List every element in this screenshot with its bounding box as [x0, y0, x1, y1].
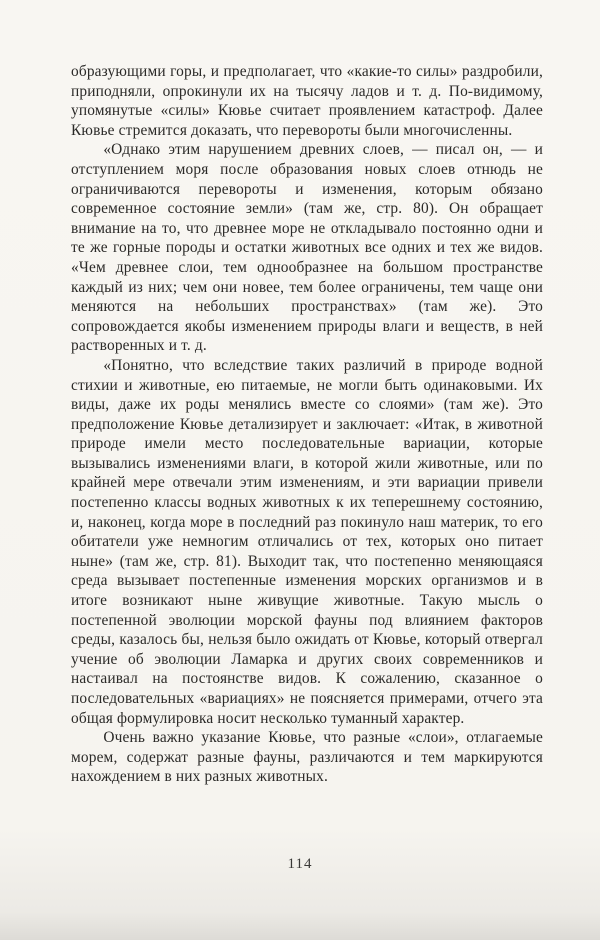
paragraph: «Понятно, что вследствие таких различий в природе водной стихии и животные, ею питаемые, не могли быть одинаковыми. Их виды, даже их роды менялись вместе со слоями» (там же). Это предположение Кювье детализирует и заключает: «Итак, в животной природе имели место последовательные вариации, которые вызывались изменениями влаги, в которой жили животные, или по крайней мере отвечали этим изменениям, и эти вариации привели постепенно классы водных животных к их теперешнему состоянию, и, наконец, когда море в последний раз покинуло наш материк, то его обитатели уже немногим отличались от тех, которых оно питает ныне» (там же, стр. 81). Выходит так, что постепенно меняющаяся среда вызывает постепенные изменения морских организмов и в итоге возникают ныне живущие животные. Такую мысль о постепенной эволюции морской фауны под влиянием факторов среды, казалось бы, нельзя было ожидать от Кювье, который отвергал учение об эволюции Ламарка и других своих современников и настаивал на постоянстве видов. К сожалению, сказанное о последовательных «вариациях» не поясняется примерами, отчего эта общая формулировка носит несколько туманный характер.: [71, 356, 543, 727]
page-number: 114: [287, 856, 313, 872]
paragraph-continuation: образующими горы, и предполагает, что «какие-то силы» раздробили, приподняли, опрокинули их на тысячу ладов и т. д. По-видимому, упомянутые «силы» Кювье считает проявлением катастроф. Далее Кювье стремится доказать, что перевороты были многочисленны.: [71, 63, 543, 139]
paragraph: Очень важно указание Кювье, что разные «слои», отлагаемые морем, содержат разные фауны, различаются и тем маркируются нахождением в них разных животных.: [71, 729, 543, 786]
paragraph: «Однако этим нарушением древних слоев, — писал он, — и отступлением моря после образования новых слоев отнюдь не ограничиваются перевороты и изменения, которым обязано современное состояние земли» (там же, стр. 80). Он обращает внимание на то, что древнее море не откладывало постоянно одни и те же горные породы и остатки животных все одних и тех же видов. «Чем древнее слои, тем однообразнее на большом пространстве каждый из них; чем они новее, тем более ограничены, тем чаще они меняются на небольших пространствах» (там же). Это сопровождается якобы изменением природы влаги и веществ, в ней растворенных и т. д.: [71, 141, 543, 355]
page-text-block: [71, 62, 543, 787]
